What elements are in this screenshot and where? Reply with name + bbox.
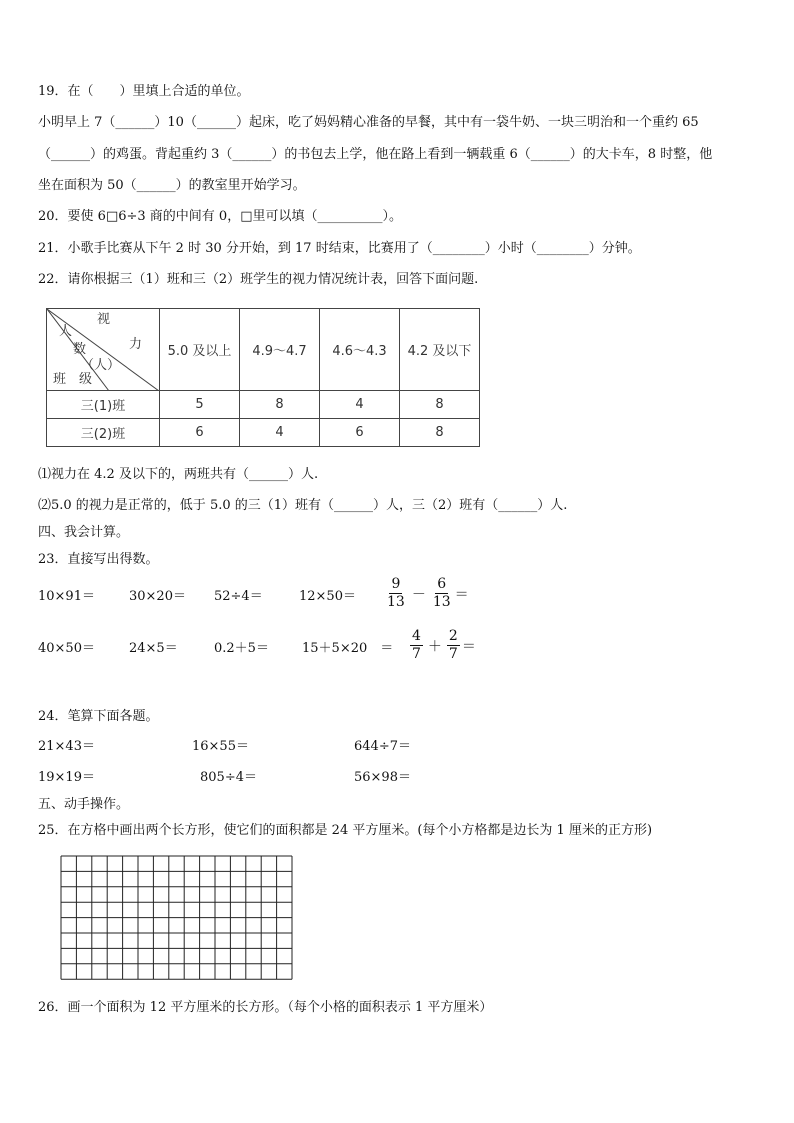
q26-text: 26．画一个面积为 12 平方厘米的长方形。（每个小格的面积表示 1 平方厘米） — [38, 1000, 493, 1015]
denominator: 7 — [448, 646, 458, 662]
q19-line2: （______）的鸡蛋。背起重约 3（______）的书包去上学，他在路上看到一辆载重 6（______）的大卡车，8 时整，他 — [38, 147, 713, 162]
q21-text: 21．小歌手比赛从下午 2 时 30 分开始，到 17 时结束，比赛用了（________）小时（________）分钟。 — [38, 241, 641, 256]
fraction-expression — [408, 628, 476, 663]
q25-title: 25．在方格中画出两个长方形，使它们的面积都是 24 平方厘米。(每个小方格都是边长为 1 厘米的正方形) — [38, 823, 653, 838]
calc-item: 805÷4＝ — [200, 770, 257, 785]
calc-item: 19×19＝ — [38, 770, 95, 785]
calc-item: 16×55＝ — [192, 739, 249, 754]
q19-line1: 小明早上 7（______）10（______）起床，吃了妈妈精心准备的早餐，其中有一袋牛奶、一块三明治和一个重约 65 — [38, 115, 699, 130]
column-header: 4.2 及以下 — [400, 309, 480, 391]
operator: － — [411, 586, 426, 603]
calc-item: 15＋5×20 ＝ — [302, 641, 394, 656]
table-cell: 6 — [320, 419, 400, 447]
table-cell: 8 — [240, 391, 320, 419]
header-unit: （人） — [81, 358, 121, 373]
column-header: 4.6～4.3 — [320, 309, 400, 391]
calc-item: 30×20＝ — [129, 589, 186, 604]
calc-item: 644÷7＝ — [354, 739, 411, 754]
table-cell: 6 — [160, 419, 240, 447]
header-shu: 数 — [73, 342, 87, 357]
column-header: 5.0 及以上 — [160, 309, 240, 391]
calc-item: 10×91＝ — [38, 589, 95, 604]
calc-item: 52÷4＝ — [214, 589, 263, 604]
table-cell: 4 — [320, 391, 400, 419]
column-header: 4.9～4.7 — [240, 309, 320, 391]
q22-sub1: ⑴视力在 4.2 及以下的，两班共有（______）人. — [38, 467, 319, 482]
header-class: 班 级 — [53, 372, 93, 387]
denominator: 7 — [412, 646, 421, 662]
q19-line3: 坐在面积为 50（______）的教室里开始学习。 — [38, 178, 306, 193]
calc-item: 21×43＝ — [38, 739, 95, 754]
fraction-expression — [383, 576, 469, 611]
denominator: 13 — [432, 594, 451, 610]
section5-heading: 五、动手操作。 — [38, 797, 130, 812]
header-ren: 人 — [59, 324, 73, 339]
numerator: 2 — [448, 628, 458, 644]
operator: ＋ — [427, 638, 442, 655]
calc-item: 56×98＝ — [354, 770, 411, 785]
calc-item: 0.2＋5＝ — [214, 641, 269, 656]
q19-title: 19．在（ ）里填上合适的单位。 — [38, 84, 250, 99]
q20-text: 20．要使 6□6÷3 商的中间有 0，□里可以填（__________）。 — [38, 209, 402, 224]
q24-title: 24．笔算下面各题。 — [38, 709, 159, 724]
table-cell: 8 — [400, 391, 480, 419]
equals-sign: ＝ — [454, 586, 469, 603]
equals-sign: ＝ — [461, 638, 476, 655]
row-label: 三(1)班 — [47, 391, 160, 419]
square-grid[interactable] — [60, 855, 293, 980]
denominator: 13 — [387, 594, 405, 610]
diagonal-header-cell — [47, 309, 160, 391]
q22-title: 22．请你根据三（1）班和三（2）班学生的视力情况统计表，回答下面问题. — [38, 272, 479, 287]
vision-table — [46, 308, 480, 447]
table-cell: 4 — [240, 419, 320, 447]
calc-item: 40×50＝ — [38, 641, 95, 656]
q23-title: 23．直接写出得数。 — [38, 552, 159, 567]
table-row — [47, 391, 480, 419]
table-cell: 5 — [160, 391, 240, 419]
calc-item: 24×5＝ — [129, 641, 178, 656]
numerator: 6 — [437, 576, 447, 592]
row-label: 三(2)班 — [47, 419, 160, 447]
header-li: 力 — [129, 337, 143, 352]
q22-sub2: ⑵5.0 的视力是正常的，低于 5.0 的三（1）班有（______）人，三（2）班有（______）人. — [38, 498, 568, 513]
numerator: 9 — [391, 576, 401, 592]
table-row — [47, 419, 480, 447]
section4-heading: 四、我会计算。 — [38, 525, 130, 540]
header-vision: 视 — [97, 312, 111, 327]
calc-item: 12×50＝ — [299, 589, 356, 604]
numerator: 4 — [412, 628, 421, 644]
table-cell: 8 — [400, 419, 480, 447]
